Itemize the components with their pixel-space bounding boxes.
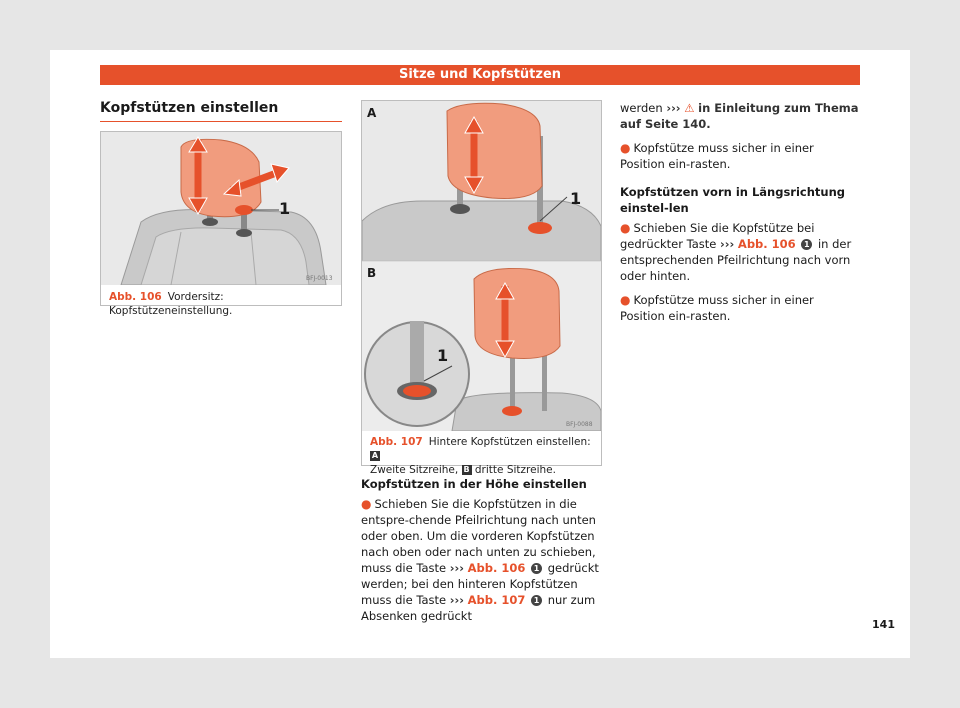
bullet-icon: ●: [620, 221, 631, 235]
subheading-longitudinal: Kopfstützen vorn in Längsrichtung einstel-len: [620, 185, 846, 215]
caption-text: Vordersitz: Kopfstützeneinstellung.: [109, 291, 233, 317]
paragraph: werden ››› ⚠ in Einleitung zum Thema auf Seite 140.: [620, 101, 859, 131]
callout-badge: 1: [801, 239, 812, 250]
label-a: A: [367, 106, 377, 120]
section-banner: Sitze und Kopfstützen: [100, 65, 860, 85]
paragraph: ● Schieben Sie die Kopfstütze bei gedrückter Taste ››› Abb. 106 1 in der entsprechenden Pfeilrichtung nach vorn oder hinten.: [620, 221, 852, 283]
box-label-a: A: [371, 451, 379, 460]
section-title: Kopfstützen einstellen: [100, 100, 279, 116]
figure-code: BFJ-0088: [566, 421, 593, 428]
callout-1-a: 1: [570, 189, 582, 208]
figure-107: [361, 100, 602, 476]
figure-code: BFJ-0013: [306, 275, 333, 282]
middle-text: [361, 476, 601, 632]
ref-arrow-icon: ›››: [666, 101, 681, 115]
caption-text: dritte Sitzreihe.: [474, 464, 556, 476]
caption-text: Zweite Sitzreihe,: [370, 464, 459, 476]
bullet-icon: ●: [361, 497, 372, 511]
ref-arrow-icon: ›››: [720, 237, 735, 251]
chapter-link[interactable]: in Einleitung zum Thema auf Seite 140.: [620, 101, 859, 131]
figure-link[interactable]: Abb. 107: [467, 593, 526, 607]
title-rule: [100, 121, 342, 122]
warning-icon: ⚠: [684, 101, 695, 115]
paragraph: ● Schieben Sie die Kopfstützen in die entspre-chende Pfeilrichtung nach unten oder oben. Um die vorderen Kopfstützen nach oben oder nach unten zu schieben, muss die Taste ››› Abb. 106 1 gedrückt werden; bei den hinteren Kopfstützen muss die Taste ››› Abb. 107 1 nur zum Absenken gedrückt: [361, 497, 599, 623]
caption-text: Hintere Kopfstützen einstellen:: [428, 436, 591, 448]
figure-number: Abb. 107: [370, 436, 423, 448]
ref-arrow-icon: ›››: [449, 593, 464, 607]
box-label-b: B: [463, 465, 470, 474]
bullet-icon: ●: [620, 293, 631, 307]
figure-106: [100, 131, 342, 317]
paragraph: ● Kopfstütze muss sicher in einer Position ein-rasten.: [620, 293, 814, 323]
ref-arrow-icon: ›››: [449, 561, 464, 575]
figure-link[interactable]: Abb. 106: [467, 561, 526, 575]
subheading-height: Kopfstützen in der Höhe einstellen: [361, 477, 587, 491]
right-text: [620, 100, 860, 332]
bullet-icon: ●: [620, 141, 631, 155]
callout-badge: 1: [531, 595, 542, 606]
figure-caption: [109, 290, 337, 318]
callout-badge: 1: [531, 563, 542, 574]
figure-caption: [370, 435, 596, 477]
front-seat-illustration: [101, 132, 341, 285]
figure-link[interactable]: Abb. 106: [737, 237, 796, 251]
left-column: [100, 100, 342, 116]
label-b: B: [367, 266, 377, 280]
paragraph: ● Kopfstütze muss sicher in einer Position ein-rasten.: [620, 141, 814, 171]
page-number: 141: [872, 618, 895, 631]
figure-number: Abb. 106: [109, 291, 162, 303]
rear-seat-illustration: [362, 101, 601, 431]
callout-1: 1: [279, 199, 291, 218]
callout-1-b: 1: [437, 346, 449, 365]
